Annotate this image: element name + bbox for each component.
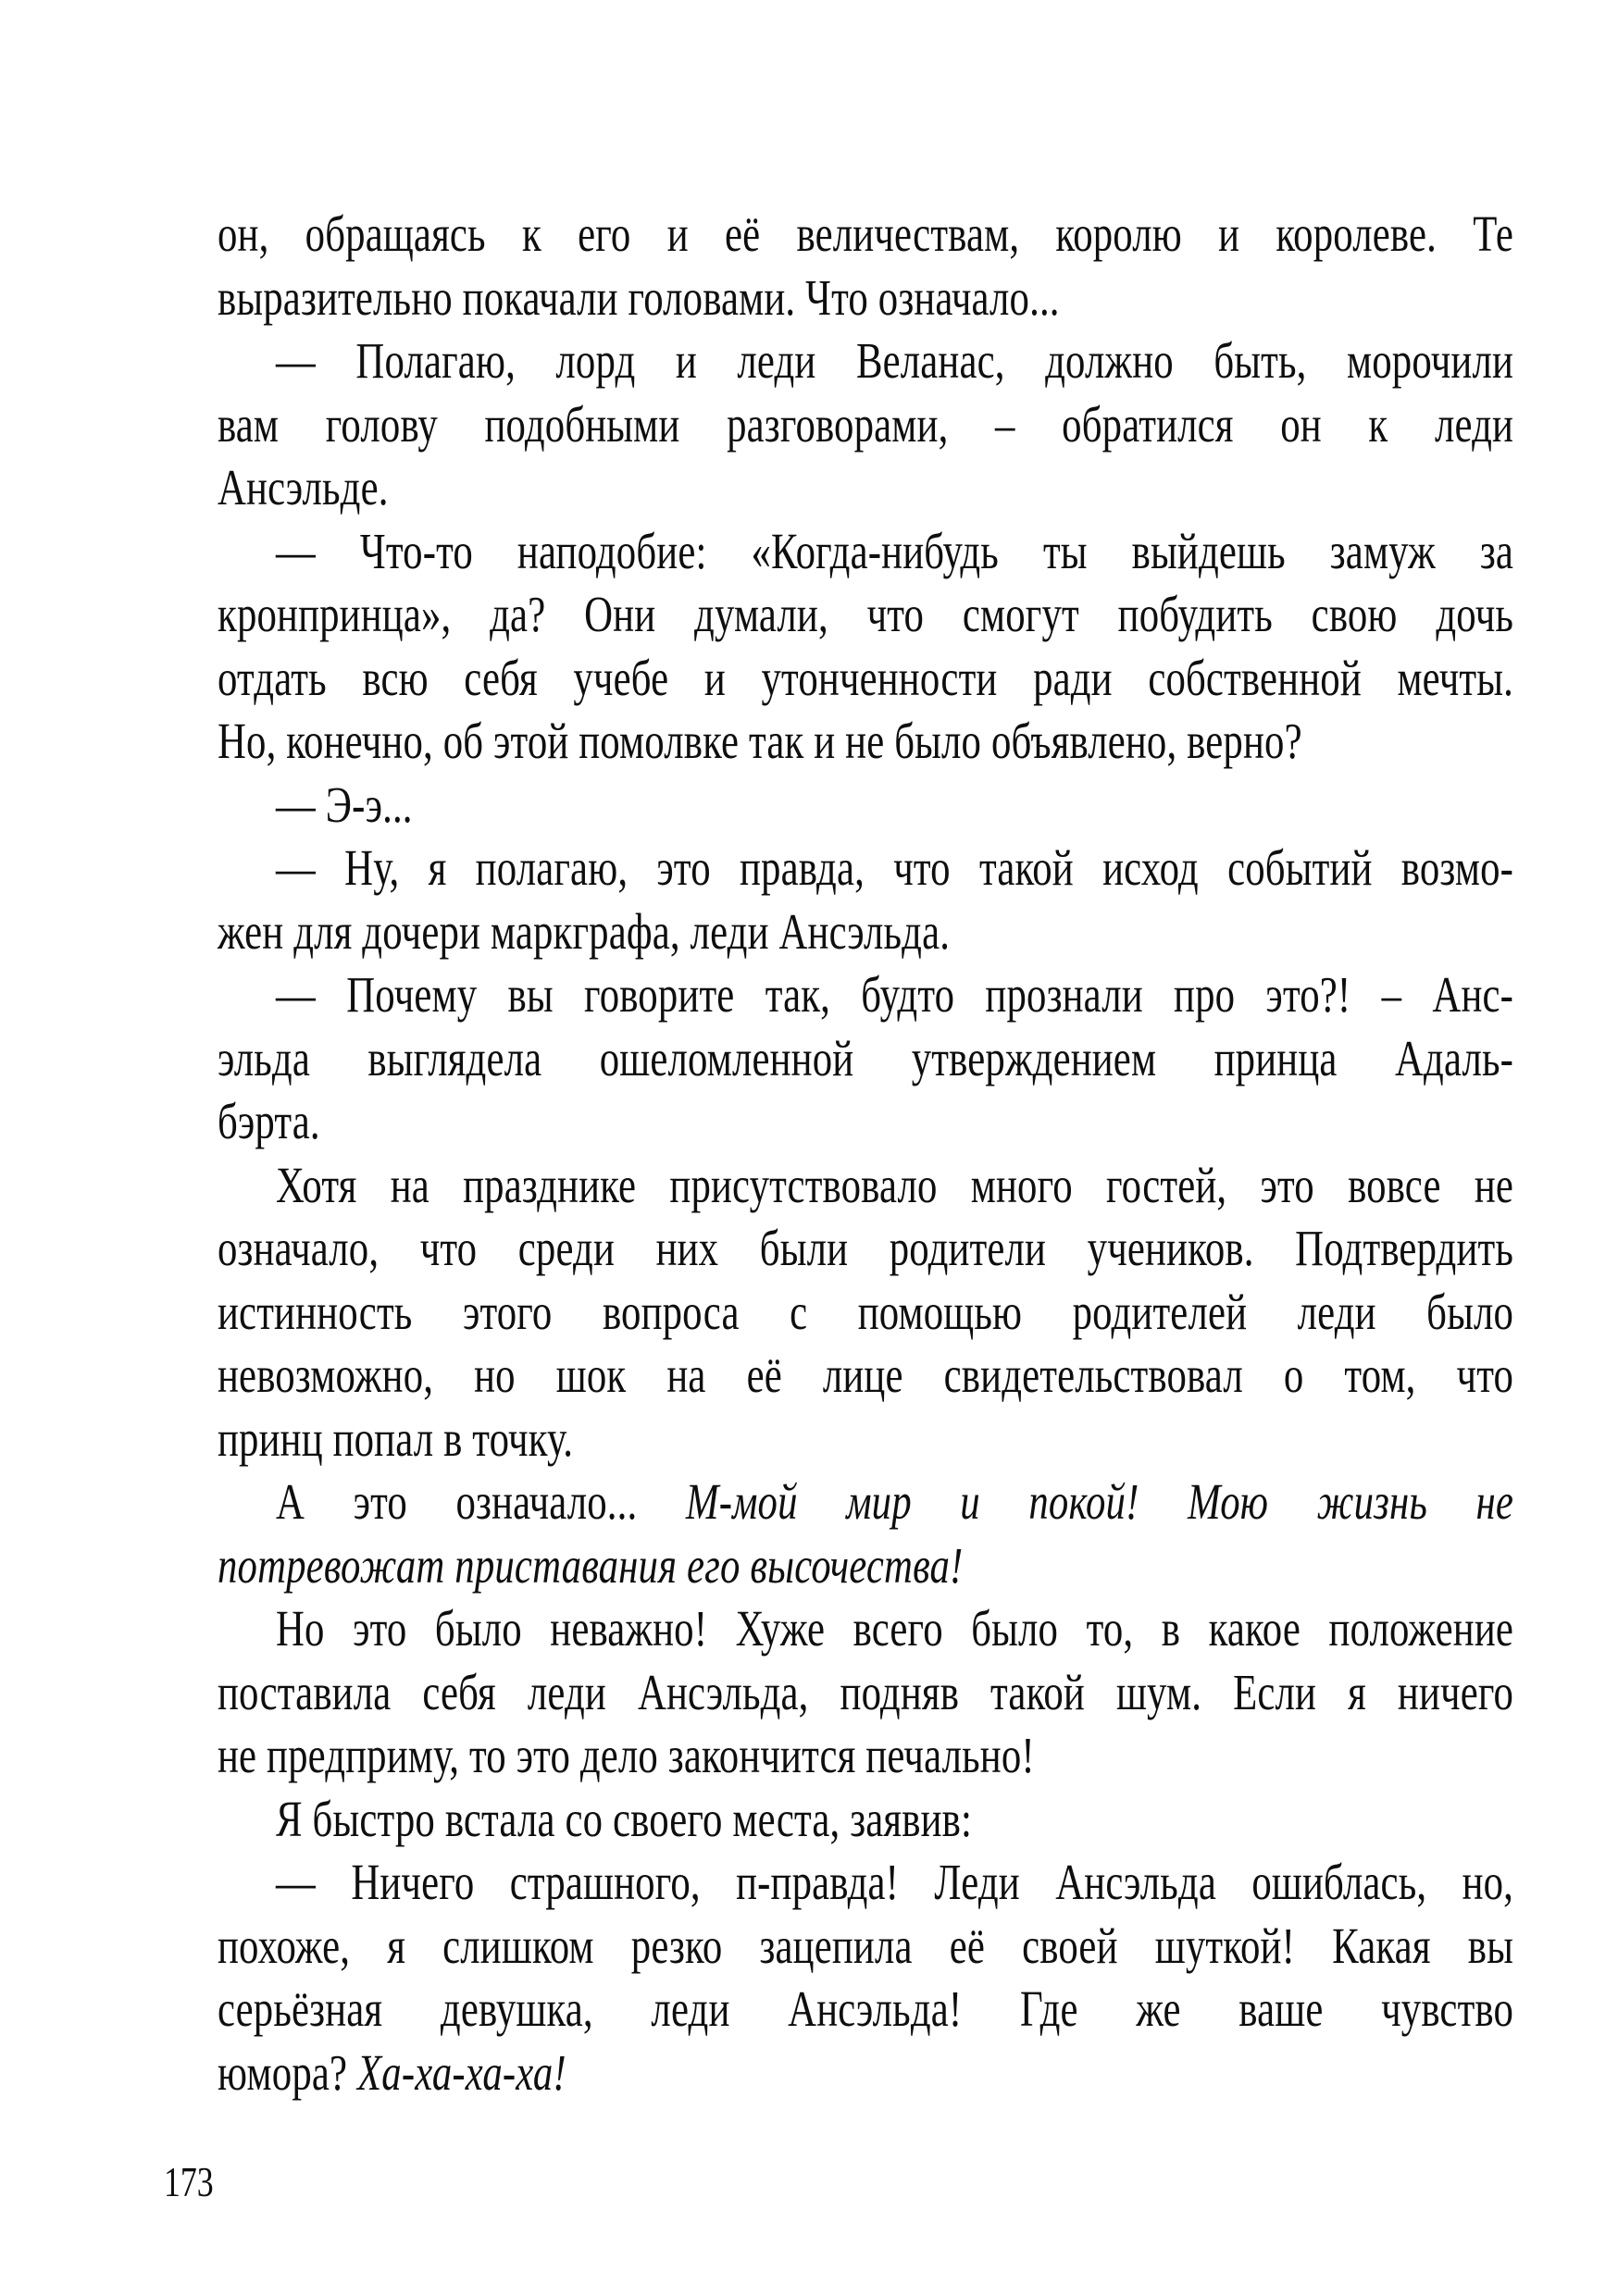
text-line: [218, 1408, 1513, 1471]
text-segment: — Ничего страшного, п-правда! Леди Ансэльда ошиблась, но,: [276, 1854, 1514, 1910]
text-line: [218, 1217, 1513, 1281]
text-segment: Ансэльде.: [218, 459, 389, 515]
text-line: [218, 1281, 1513, 1345]
text-segment: Но, конечно, об этой помолвке так и не было объявлено, верно?: [218, 713, 1302, 769]
text-line: [218, 837, 1513, 900]
text-segment: кронпринца», да? Они думали, что смогут побудить свою дочь: [218, 586, 1514, 642]
text-segment: невозможно, но шок на её лице свидетельствовал о том, что: [218, 1347, 1514, 1403]
text-line: [218, 583, 1513, 647]
text-segment: истинность этого вопроса с помощью родителей леди было: [218, 1283, 1514, 1340]
text-segment: принц попал в точку.: [218, 1409, 574, 1467]
text-segment: — Что-то наподобие: «Когда-нибудь ты выйдешь замуж за: [276, 522, 1514, 579]
text-line: [218, 520, 1513, 584]
text-segment: выразительно покачали головами. Что означало...: [218, 268, 1060, 326]
text-line: [218, 1724, 1513, 1788]
text-segment: отдать всю себя учебе и утонченности ради собственной мечты.: [218, 649, 1514, 706]
text-segment: — Полагаю, лорд и леди Веланас, должно быть, морочили: [276, 332, 1514, 389]
text-segment: жен для дочери маркграфа, леди Ансэльда.: [218, 902, 951, 960]
text-segment: означало, что среди них были родители учеников. Подтвердить: [218, 1220, 1514, 1276]
text-line: [218, 1788, 1513, 1852]
text-segment: не предприму, то это дело закончится печально!: [218, 1727, 1035, 1783]
text-line: [218, 710, 1513, 774]
text-line: [218, 393, 1513, 457]
text-line: [218, 1851, 1513, 1915]
text-line: [218, 1027, 1513, 1091]
text-line: [218, 329, 1513, 393]
text-segment: эльда выглядела ошеломленной утверждением принца Адаль-: [218, 1029, 1514, 1086]
text-line: [218, 1534, 1513, 1598]
text-line: [218, 203, 1513, 267]
text-line: [218, 774, 1513, 838]
page-number: 173: [164, 2158, 214, 2205]
text-segment: вам голову подобными разговорами, – обратился он к леди: [218, 395, 1514, 453]
text-line: [218, 1471, 1513, 1534]
text-segment: Но это было неважно! Хуже всего было то, в какое положение: [276, 1600, 1514, 1657]
text-line: [218, 1154, 1513, 1218]
text-line: [218, 1915, 1513, 1979]
text-line: [218, 1597, 1513, 1661]
text-line: [218, 1344, 1513, 1408]
text-segment: похоже, я слишком резко зацепила её своей шуткой! Какая вы: [218, 1917, 1514, 1974]
text-segment: бэрта.: [218, 1093, 320, 1149]
text-segment: юмора?: [218, 2043, 358, 2101]
text-segment: Хотя на празднике присутствовало много гостей, это вовсе не: [276, 1156, 1514, 1213]
text-segment: — Почему вы говорите так, будто прознали про это?! – Анс-: [276, 966, 1514, 1023]
text-segment: он, обращаясь к его и её величествам, королю и королеве. Те: [218, 205, 1514, 262]
text-segment-italic: потревожат приставания его высочества!: [218, 1536, 964, 1594]
text-line: [218, 267, 1513, 330]
text-line: [218, 1978, 1513, 2042]
page-text: [218, 203, 1513, 2104]
text-segment: — Э-э...: [276, 776, 413, 833]
text-line: [218, 900, 1513, 964]
text-line: [218, 456, 1513, 520]
text-segment: — Ну, я полагаю, это правда, что такой исход событий возмо-: [276, 839, 1514, 896]
text-segment-italic: Ха-ха-ха-ха!: [357, 2043, 566, 2101]
text-line: [218, 1090, 1513, 1154]
text-segment: Я быстро встала со своего места, заявив:: [276, 1790, 973, 1847]
text-segment-italic: М-мой мир и покой! Мою жизнь не: [685, 1473, 1514, 1530]
text-segment: серьёзная девушка, леди Ансэльда! Где же ваше чувство: [218, 1980, 1514, 2037]
text-segment: поставила себя леди Ансэльда, подняв такой шум. Если я ничего: [218, 1663, 1514, 1720]
text-segment: А это означало...: [276, 1473, 686, 1530]
text-line: [218, 1661, 1513, 1725]
text-line: [218, 647, 1513, 711]
text-line: [218, 963, 1513, 1027]
text-line: [218, 2042, 1513, 2105]
